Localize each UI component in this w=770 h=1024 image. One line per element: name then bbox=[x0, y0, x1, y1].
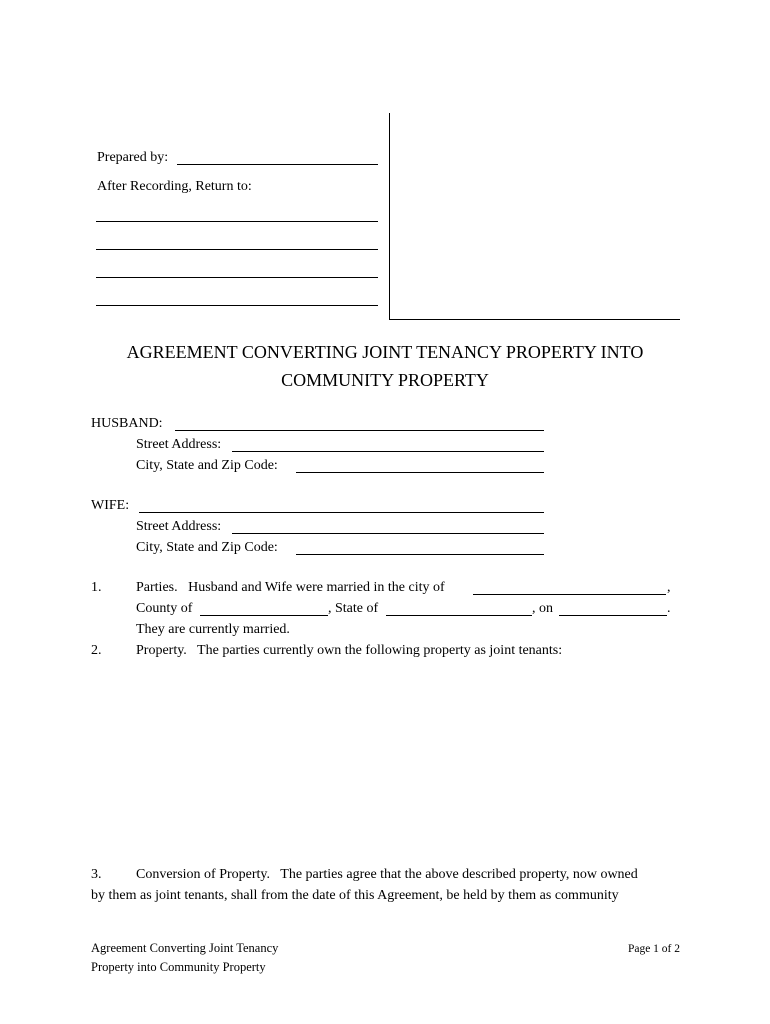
section-1-number: 1. bbox=[91, 580, 102, 595]
return-to-blank-4[interactable] bbox=[96, 305, 378, 306]
section-3-line-2: by them as joint tenants, shall from the date of this Agreement, be held by them as community bbox=[91, 888, 619, 903]
section-2-text: Property. The parties currently own the following property as joint tenants: bbox=[136, 643, 563, 658]
husband-street-label: Street Address: bbox=[136, 437, 222, 452]
section-1-line-3: They are currently married. bbox=[136, 622, 290, 637]
wife-city-blank[interactable] bbox=[296, 554, 544, 555]
recording-box-left-border bbox=[389, 113, 390, 320]
section-3-line-1: Conversion of Property. The parties agree that the above described property, now owned bbox=[136, 867, 638, 882]
section-2-number: 2. bbox=[91, 643, 102, 658]
wife-city-label: City, State and Zip Code: bbox=[136, 540, 278, 555]
document-title-line-2: COMMUNITY PROPERTY bbox=[281, 370, 489, 390]
wife-street-label: Street Address: bbox=[136, 519, 222, 534]
husband-name-blank[interactable] bbox=[175, 430, 544, 431]
after-recording-label: After Recording, Return to: bbox=[97, 179, 252, 194]
husband-street-blank[interactable] bbox=[232, 451, 544, 452]
return-to-blank-2[interactable] bbox=[96, 249, 378, 250]
state-label: , State of bbox=[328, 601, 379, 616]
wife-label: WIFE: bbox=[91, 498, 130, 513]
prepared-by-label: Prepared by: bbox=[97, 150, 169, 165]
footer-left-line-2: Property into Community Property bbox=[91, 960, 266, 974]
husband-city-label: City, State and Zip Code: bbox=[136, 458, 278, 473]
husband-city-blank[interactable] bbox=[296, 472, 544, 473]
marriage-date-blank[interactable] bbox=[559, 615, 667, 616]
state-blank[interactable] bbox=[386, 615, 532, 616]
county-label: County of bbox=[136, 601, 193, 616]
wife-name-blank[interactable] bbox=[139, 512, 544, 513]
wife-street-blank[interactable] bbox=[232, 533, 544, 534]
footer-left-line-1: Agreement Converting Joint Tenancy bbox=[91, 941, 279, 955]
marriage-city-blank[interactable] bbox=[473, 594, 666, 595]
section-1-comma: , bbox=[667, 580, 671, 595]
prepared-by-blank[interactable] bbox=[177, 164, 378, 165]
county-blank[interactable] bbox=[200, 615, 328, 616]
document-title-line-1: AGREEMENT CONVERTING JOINT TENANCY PROPERTY INTO bbox=[126, 342, 644, 362]
section-1-line-1: Parties. Husband and Wife were married in the city of bbox=[136, 580, 445, 595]
return-to-blank-3[interactable] bbox=[96, 277, 378, 278]
recording-box-bottom-border bbox=[389, 319, 680, 320]
return-to-blank-1[interactable] bbox=[96, 221, 378, 222]
husband-label: HUSBAND: bbox=[91, 416, 163, 431]
section-3-number: 3. bbox=[91, 867, 102, 882]
section-1-period: . bbox=[667, 601, 671, 616]
page-number: Page 1 of 2 bbox=[627, 943, 680, 955]
date-label: , on bbox=[532, 601, 553, 616]
